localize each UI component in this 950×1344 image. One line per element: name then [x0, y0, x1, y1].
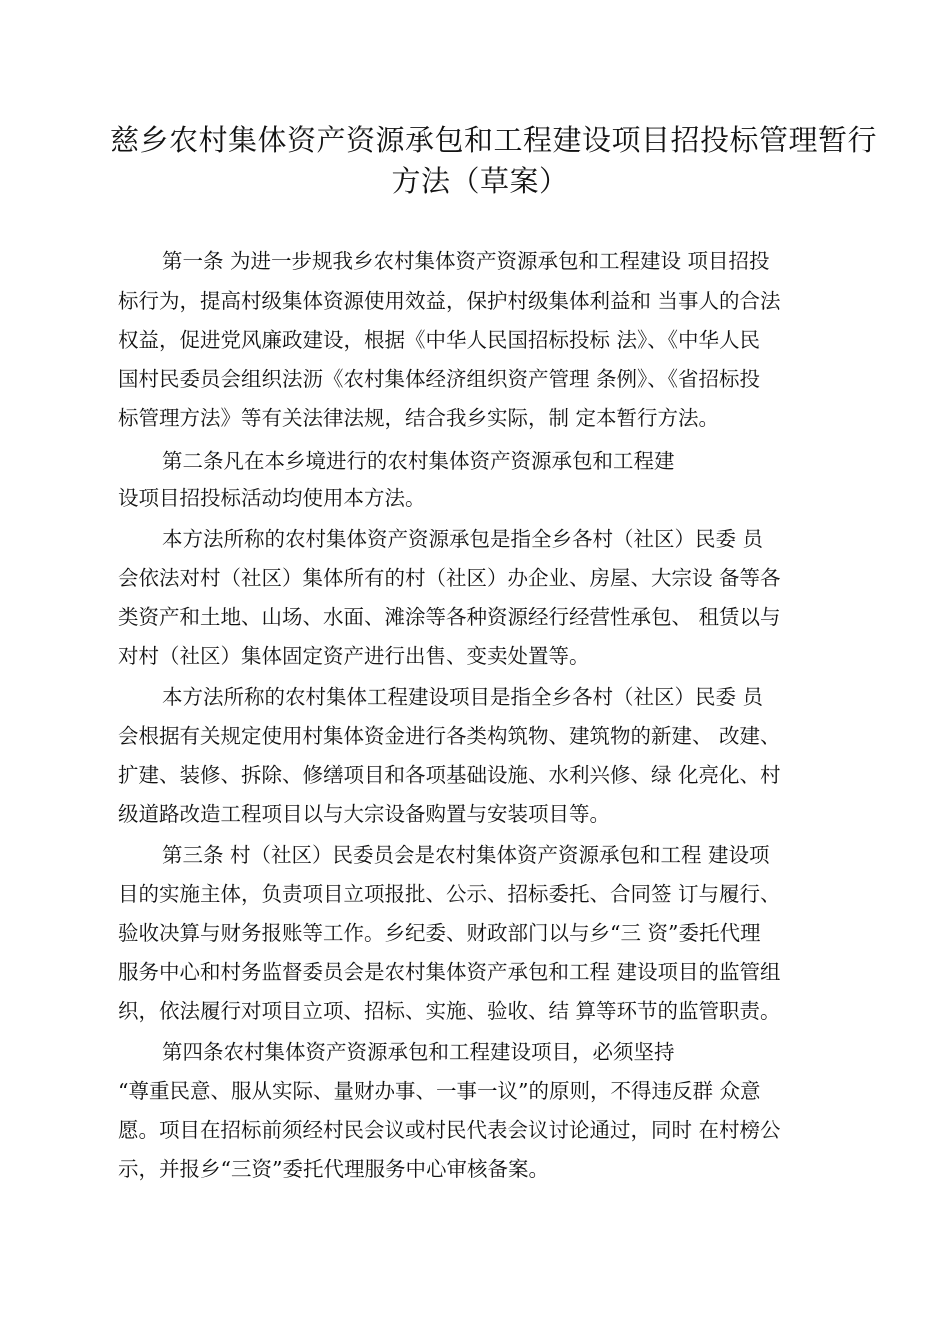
body-line: 级道路改造工程项目以与大宗设备购置与安装项目等。 — [118, 802, 610, 826]
body-line: 标管理方法》等有关法律法规，结合我乡实际，制 定本暂行方法。 — [118, 406, 720, 430]
body-line: 第三条 村（社区）民委员会是农村集体资产资源承包和工程 建设项 — [162, 843, 770, 867]
body-line: 扩建、装修、拆除、修缮项目和各项基础设施、水利兴修、绿 化亮化、村 — [118, 763, 781, 787]
body-line: 设项目招投标活动均使用本方法。 — [118, 486, 426, 510]
body-line: 国村民委员会组织法沥《农村集体经济组织资产管理 条例》、《省招标投 — [118, 367, 761, 391]
body-line: 本方法所称的农村集体资产资源承包是指全乡各村（社区）民委 员 — [162, 527, 764, 551]
body-line: 第二条凡在本乡境进行的农村集体资产资源承包和工程建 — [162, 449, 675, 473]
body-line: 第一条 为进一步规我乡农村集体资产资源承包和工程建设 项目招投 — [162, 249, 770, 273]
body-line: 标行为，提高村级集体资源使用效益，保护村级集体利益和 当事人的合法 — [118, 289, 781, 313]
body-line: 目的实施主体，负责项目立项报批、公示、招标委托、合同签 订与履行、 — [118, 882, 781, 906]
document-title-line-2: 方法（草案） — [391, 164, 569, 198]
body-line: 验收决算与财务报账等工作。乡纪委、财政部门以与乡“三 资”委托代理 — [118, 921, 761, 945]
body-line: 会依法对村（社区）集体所有的村（社区）办企业、房屋、大宗设 备等各 — [118, 566, 781, 590]
body-line: 权益，促进党风廉政建设，根据《中华人民国招标投标 法》、《中华人民 — [118, 328, 761, 352]
body-line: 会根据有关规定使用村集体资金进行各类构筑物、建筑物的新建、 改建、 — [118, 724, 781, 748]
body-line: 愿。项目在招标前须经村民会议或村民代表会议讨论通过，同时 在村榜公 — [118, 1118, 781, 1142]
body-line: 类资产和土地、山场、水面、滩涂等各种资源经行经营性承包、 租赁以与 — [118, 605, 781, 629]
body-line: 第四条农村集体资产资源承包和工程建设项目，必须坚持 — [162, 1040, 675, 1064]
body-line: 本方法所称的农村集体工程建设项目是指全乡各村（社区）民委 员 — [162, 685, 764, 709]
body-line: 示，并报乡“三资”委托代理服务中心审核备案。 — [118, 1157, 549, 1181]
body-line: 对村（社区）集体固定资产进行出售、变卖处置等。 — [118, 644, 590, 668]
body-line: 服务中心和村务监督委员会是农村集体资产承包和工程 建设项目的监管组 — [118, 960, 781, 984]
document-title-line-1: 慈乡农村集体资产资源承包和工程建设项目招投标管理暂行 — [110, 123, 878, 157]
body-line: 织，依法履行对项目立项、招标、实施、验收、结 算等环节的监管职责。 — [118, 999, 781, 1023]
body-line: “尊重民意、服从实际、量财办事、一事一议”的原则，不得违反群 众意 — [118, 1079, 761, 1103]
